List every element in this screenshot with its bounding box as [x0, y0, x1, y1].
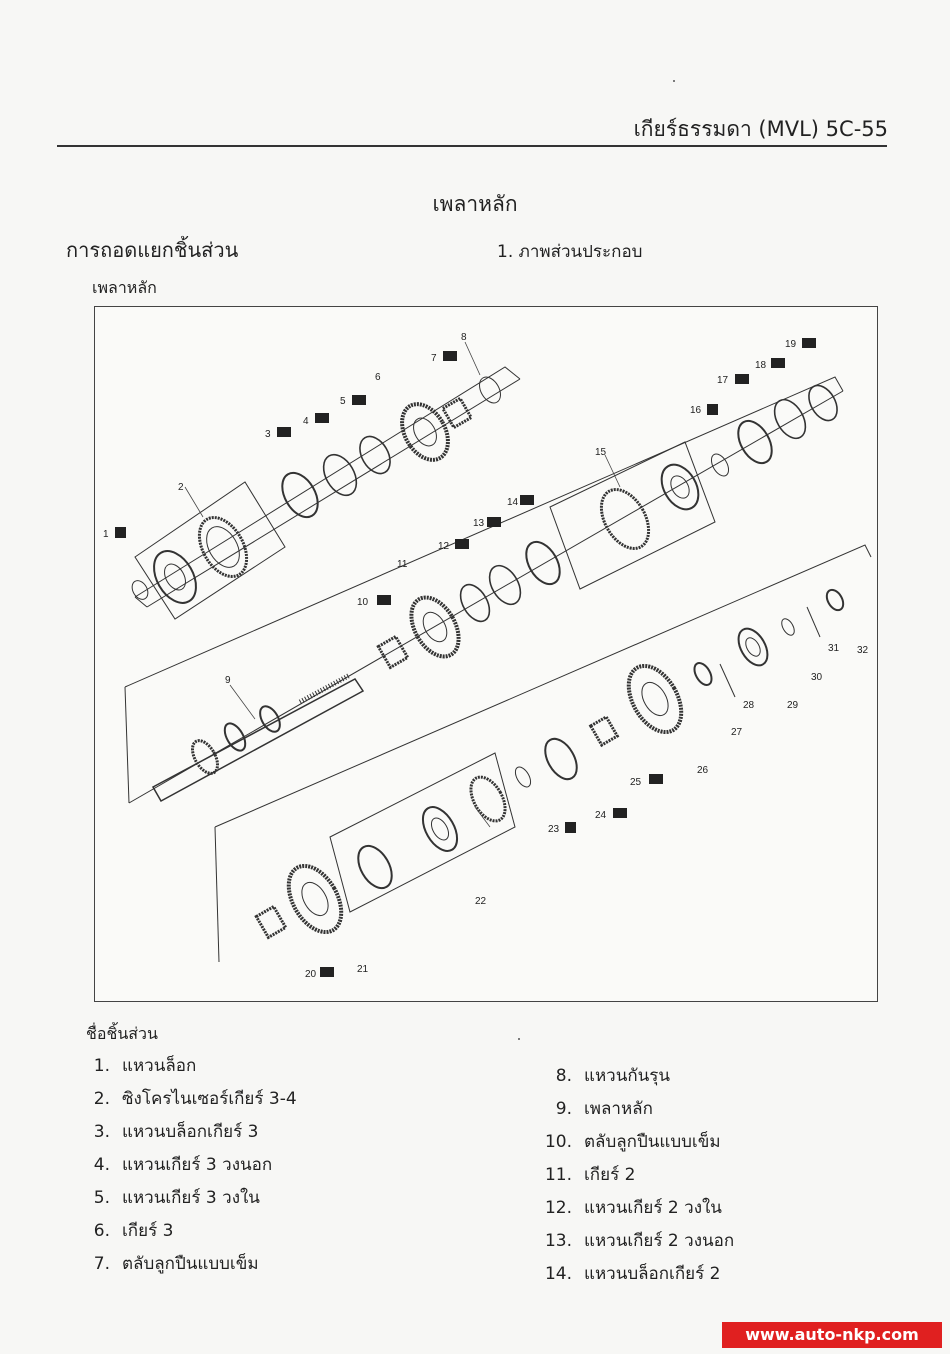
callout-1: 1 — [103, 529, 109, 540]
part-item: 12. แหวนเกียร์ 2 วงใน — [544, 1198, 722, 1218]
callout-4: 4 — [303, 416, 309, 427]
box-part22 — [330, 753, 515, 912]
callout-10: 10 — [357, 597, 369, 608]
symbol-box-7 — [443, 351, 457, 361]
part-item: 2. ซิงโครไนเซอร์เกียร์ 3-4 — [93, 1089, 297, 1109]
callout-31: 31 — [828, 643, 840, 654]
callout-17: 17 — [717, 375, 729, 386]
symbol-box-16 — [707, 404, 718, 415]
callout-18: 18 — [755, 360, 767, 371]
part-9-main-shaft — [153, 675, 363, 801]
callout-5: 5 — [340, 396, 346, 407]
part-item: 4. แหวนเกียร์ 3 วงนอก — [93, 1155, 273, 1175]
part-23-ring — [512, 764, 533, 789]
symbol-box-25 — [649, 774, 663, 784]
callout-9: 9 — [225, 675, 231, 686]
callout-23: 23 — [548, 824, 560, 835]
part-item: 10. ตลับลูกปืนแบบเข็ม — [544, 1132, 721, 1152]
part-10-needle-bearing — [378, 637, 407, 668]
exploded-diagram-drawing — [95, 307, 877, 1001]
symbol-box-12 — [455, 539, 469, 549]
callout-22: 22 — [475, 896, 487, 907]
callout-24: 24 — [595, 810, 607, 821]
symbol-box-1 — [115, 527, 126, 538]
part-13-ring — [483, 560, 527, 609]
band-row3 — [215, 545, 871, 827]
box-part15 — [550, 442, 715, 589]
part-8-thrust-washer — [475, 373, 505, 406]
symbol-box-24 — [613, 808, 627, 818]
symbol-box-17 — [735, 374, 749, 384]
symbol-box-19 — [802, 338, 816, 348]
part-4-ring — [317, 449, 363, 501]
part-31-key — [807, 607, 820, 637]
part-22-synchronizer — [351, 771, 512, 894]
exploded-diagram — [94, 306, 878, 1002]
parts-list-heading: ชื่อชิ้นส่วน — [86, 1024, 158, 1043]
symbol-box-18 — [771, 358, 785, 368]
band-row2 — [125, 377, 843, 687]
part-30-ring — [779, 617, 797, 638]
symbol-box-4 — [315, 413, 329, 423]
part-item: 13. แหวนเกียร์ 2 วงนอก — [544, 1231, 735, 1251]
callout-12: 12 — [438, 541, 450, 552]
callout-20: 20 — [305, 969, 317, 980]
diagram-label: เพลาหลัก — [92, 278, 157, 297]
part-item: 1. แหวนล็อก — [93, 1056, 197, 1076]
callout-21: 21 — [357, 964, 369, 975]
part-24-ring — [539, 733, 584, 784]
part-29-bearing — [733, 624, 774, 671]
callout-19: 19 — [785, 339, 797, 350]
callout-32: 32 — [857, 645, 869, 656]
watermark-link[interactable]: www.auto-nkp.com — [722, 1322, 942, 1348]
part-25-needle-bearing — [591, 717, 618, 745]
part-20-needle-bearing — [256, 907, 285, 938]
symbol-box-23 — [565, 822, 576, 833]
callout-29: 29 — [787, 700, 799, 711]
part-item: 7. ตลับลูกปืนแบบเข็ม — [93, 1254, 259, 1274]
part-16-ring — [708, 451, 732, 479]
callout-15: 15 — [595, 447, 607, 458]
part-15-synchronizer — [592, 458, 706, 556]
sub-heading: 1. ภาพส่วนประกอบ — [497, 242, 643, 262]
speck — [673, 80, 675, 82]
part-1-lock-ring — [129, 578, 151, 602]
callout-3: 3 — [265, 429, 271, 440]
part-item: 6. เกียร์ 3 — [93, 1221, 174, 1241]
symbol-box-14 — [520, 495, 534, 505]
header-title: เกียร์ธรรมดา (MVL) 5C-55 — [633, 117, 888, 141]
symbol-box-20 — [320, 967, 334, 977]
callout-25: 25 — [630, 777, 642, 788]
callout-7: 7 — [431, 353, 437, 364]
callout-13: 13 — [473, 518, 485, 529]
callout-6: 6 — [375, 372, 381, 383]
part-item: 14. แหวนบล็อกเกียร์ 2 — [544, 1264, 721, 1284]
part-item: 5. แหวนเกียร์ 3 วงใน — [93, 1188, 260, 1208]
part-26-gear — [618, 657, 692, 741]
part-21-gear — [278, 857, 352, 941]
callout-28: 28 — [743, 700, 755, 711]
symbol-box-3 — [277, 427, 291, 437]
part-item: 3. แหวนบล็อกเกียร์ 3 — [93, 1122, 259, 1142]
symbol-box-13 — [487, 517, 501, 527]
callout-30: 30 — [811, 672, 823, 683]
part-item: 11. เกียร์ 2 — [544, 1165, 636, 1185]
symbol-box-10 — [377, 595, 391, 605]
callout-11: 11 — [397, 559, 408, 570]
part-28-pin — [720, 664, 735, 697]
part-item: 9. เพลาหลัก — [555, 1099, 653, 1119]
part-item: 8. แหวนกันรุน — [555, 1066, 670, 1086]
speck — [518, 1038, 520, 1040]
part-2-synchronizer — [145, 509, 256, 610]
page-title: เพลาหลัก — [432, 192, 518, 216]
callout-16: 16 — [690, 405, 702, 416]
part-32-nut — [823, 587, 846, 613]
callout-14: 14 — [507, 497, 519, 508]
callout-2: 2 — [178, 482, 184, 493]
part-18-ring — [768, 394, 812, 443]
callout-27: 27 — [731, 727, 743, 738]
callout-8: 8 — [461, 332, 467, 343]
header-rule — [57, 145, 887, 147]
symbol-box-5 — [352, 395, 366, 405]
part-14-ring — [519, 536, 566, 590]
callout-26: 26 — [697, 765, 709, 776]
section-heading: การถอดแยกชิ้นส่วน — [66, 238, 239, 262]
part-27-washer — [691, 660, 715, 688]
